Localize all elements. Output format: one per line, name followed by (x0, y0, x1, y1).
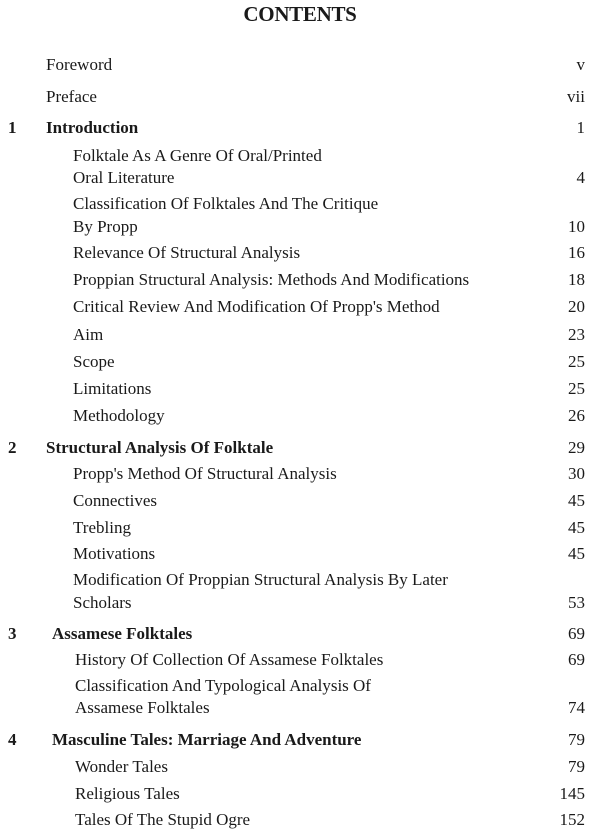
page-number: 69 (568, 650, 585, 669)
page-number: 4 (576, 168, 585, 187)
page-number: vii (567, 87, 585, 106)
section-title: Critical Review And Modification Of Propp's Method (73, 297, 440, 316)
section-title: Trebling (73, 518, 131, 537)
section-title-continued: Assamese Folktales (75, 698, 210, 717)
chapter-number: 1 (8, 118, 17, 137)
section-title: Methodology (73, 406, 165, 425)
page-number: 74 (568, 698, 585, 717)
section-title: Proppian Structural Analysis: Methods And Modifications (73, 270, 470, 289)
page-number: v (576, 55, 585, 74)
section-title: History Of Collection Of Assamese Folktales (75, 650, 384, 669)
page-number: 1 (576, 118, 585, 137)
page-number: 16 (568, 243, 585, 262)
page-number: 45 (568, 491, 585, 510)
page-number: 145 (559, 784, 585, 803)
page-number: 25 (568, 352, 585, 371)
section-title: Limitations (73, 379, 152, 398)
section-title-continued: Oral Literature (73, 168, 175, 187)
page-number: 23 (568, 325, 585, 344)
section-title: Aim (73, 325, 104, 344)
page-number: 18 (568, 270, 585, 289)
page-number: 30 (568, 464, 585, 483)
section-title: Classification Of Folktales And The Critique (73, 194, 379, 213)
section-title: Motivations (73, 544, 156, 563)
chapter-number: 4 (8, 730, 17, 749)
page-number: 79 (568, 730, 585, 749)
toc-entry-preface: Preface (46, 87, 97, 106)
page-number: 53 (568, 593, 585, 612)
page-number: 29 (568, 438, 585, 457)
section-title-continued: By Propp (73, 217, 138, 236)
page-number: 152 (559, 810, 585, 829)
page-number: 26 (568, 406, 585, 425)
toc-entry-foreword: Foreword (46, 55, 113, 74)
chapter-number: 2 (8, 438, 17, 457)
page-number: 45 (568, 544, 585, 563)
page-number: 45 (568, 518, 585, 537)
section-title: Folktale As A Genre Of Oral/Printed (73, 146, 322, 165)
section-title: Relevance Of Structural Analysis (73, 243, 301, 262)
page-number: 10 (568, 217, 585, 236)
section-title-continued: Scholars (73, 593, 132, 612)
section-title: Wonder Tales (75, 757, 168, 776)
section-title: Scope (73, 352, 115, 371)
section-title: Religious Tales (75, 784, 180, 803)
chapter-number: 3 (8, 624, 17, 643)
page-number: 20 (568, 297, 585, 316)
page-number: 69 (568, 624, 585, 643)
section-title: Tales Of The Stupid Ogre (75, 810, 251, 829)
section-title: Propp's Method Of Structural Analysis (73, 464, 337, 483)
chapter-title: Structural Analysis Of Folktale (46, 438, 274, 457)
page-number: 25 (568, 379, 585, 398)
chapter-title: Introduction (46, 118, 139, 137)
section-title: Classification And Typological Analysis Of (75, 676, 371, 695)
chapter-title: Assamese Folktales (52, 624, 193, 643)
section-title: Connectives (73, 491, 158, 510)
section-title: Modification Of Proppian Structural Analysis By Later (73, 570, 448, 589)
page-number: 79 (568, 757, 585, 776)
page-title: CONTENTS (243, 2, 357, 26)
chapter-title: Masculine Tales: Marriage And Adventure (52, 730, 362, 749)
